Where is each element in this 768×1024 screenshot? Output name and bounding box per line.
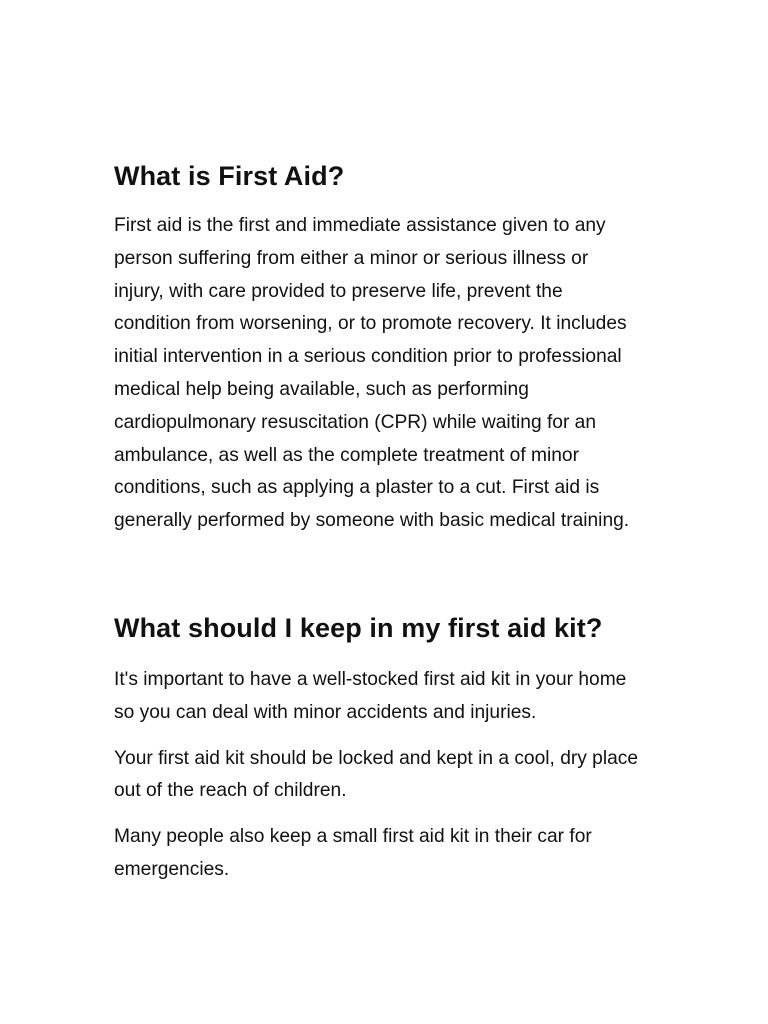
body-paragraph: Your first aid kit should be locked and kept in a cool, dry place out of the reach of children. xyxy=(114,747,639,802)
section-heading: What should I keep in my first aid kit? xyxy=(114,612,603,643)
body-paragraph: Many people also keep a small first aid kit in their car for emergencies. xyxy=(114,826,592,880)
section-heading: What is First Aid? xyxy=(114,161,345,191)
body-paragraph: First aid is the first and immediate assistance given to any person suffering from either a minor or serious illness or injury, with care provided to preserve life, prevent the condition from worsening, or to promote recovery. It includes initial intervention in a serious condition prior to professional medical help being available, such as performing cardiopulmonary resuscitation (CPR) while waiting for an ambulance, as well as the complete treatment of minor conditions, such as applying a plaster to a cut. First aid is generally performed by someone with basic medical training. xyxy=(114,215,630,532)
body-paragraph: It's important to have a well-stocked first aid kit in your home so you can deal with minor accidents and injuries. xyxy=(114,668,627,723)
section-what-is-first-aid xyxy=(114,156,640,538)
section-first-aid-kit xyxy=(114,608,640,887)
